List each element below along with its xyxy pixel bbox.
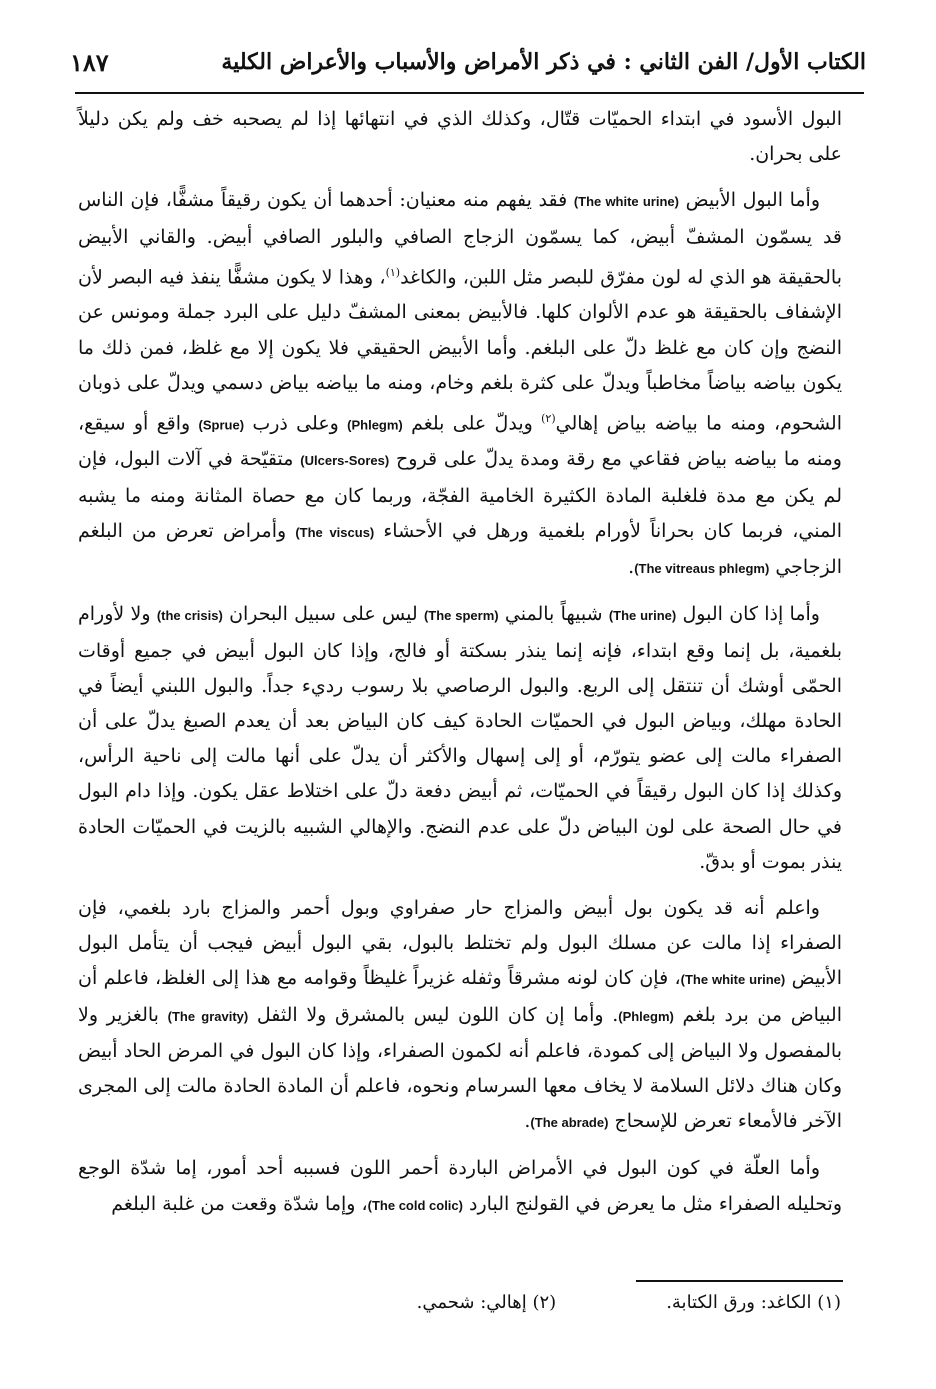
page-header bbox=[70, 40, 866, 84]
footnote-2: (٢) إهالي: شحمي. bbox=[416, 1292, 557, 1313]
paragraph-3: وأما إذا كان البول (The urine) شبيهاً بالمني (The sperm) ليس على سبيل البحران (the crisis) ولا لأورام بلغمية، بل إنما وقع ابتداء، فإنه إنما ينذر بسكتة أو فالج، وإذا كان البول أبيض في جميع أوقات الحمّى أوشك أن تنتقل إلى الربع. والبول الرصاصي بلا رسوب رديء جداً. والبول اللبني أيضاً في الحادة مهلك، وبياض البول في الحميّات الحادة كيف كان البياض بعد أن يعدم الصبغ يدلّ على أن الصفراء مالت إلى عضو يتورّم، أو إلى إسهال والأكثر أن يدلّ على أنها مالت إلى ناحية الرأس، وكذلك إذا كان البول رقيقاً في الحميّات، ثم أبيض دفعة دلّ على اختلاط عقل يكون. وإذا دام البول في حال الصحة على لون البياض دلّ على عدم النضج. والإهالي الشبيه بالزيت في الحميّات الحادة ينذر بموت أو بدقّ. bbox=[78, 603, 842, 873]
footnotes bbox=[250, 1292, 841, 1313]
running-title: الكتاب الأول/ الفن الثاني : في ذكر الأمراض والأسباب والأعراض الكلية bbox=[221, 49, 866, 75]
body-text bbox=[78, 102, 842, 1223]
page-number: ١٨٧ bbox=[70, 47, 109, 77]
paragraph-4: واعلم أنه قد يكون بول أبيض والمزاج حار صفراوي وبول أحمر والمزاج بارد بلغمي، فإن الصفراء إذا مالت عن مسلك البول ولم تختلط بالبول، بقي البول أبيض فيجب أن يتأمل البول الأبيض (The white urine)، فإن كان لونه مشرقاً وثفله غزيراً غليظاً وقوامه مع هذا إلى الغلظ، فاعلم أن البياض من برد بلغم (Phlegm). وأما إن كان اللون ليس بالمشرق ولا الثفل (The gravity) بالغزير ولا بالمفصول ولا البياض إلى كمودة، فاعلم أنه لكمون الصفراء، وإذا كان البول في المرض الحاد أبيض وكان هناك دلائل السلامة لا يخاف معها السرسام ونحوه، فاعلم أن المادة الحادة مالت إلى المجرى الآخر فالأمعاء تعرض للإسحاج (The abrade). bbox=[78, 896, 843, 1133]
footnote-rule bbox=[636, 1280, 843, 1282]
paragraph-2: وأما البول الأبيض (The white urine) فقد يفهم منه معنيان: أحدهما أن يكون رقيقاً مشفًّا، فإن الناس قد يسمّون المشفّ أبيض، كما يسمّون الزجاج الصافي والبلور الصافي أبيض. والقاني الأبيض بالحقيقة هو الذي له لون مفرّق للبصر مثل اللبن، والكاغد$^{(١)}$، وهذا لا يكون مشفًّا ينفذ فيه البصر لأن الإشفاف بالحقيقة هو عدم الألوان كلها. فالأبيض بمعنى المشفّ دليل على البرد جملة ومونس عن النضج وإن كان مع غلظ دلّ على البلغم. وأما الأبيض الحقيقي فلا يكون إلا مع غلظ، فمن ذلك ما يكون بياضه بياضاً مخاطباً ويدلّ على كثرة بلغم وخام، ومنه ما بياضه بياض دسمي ويدلّ على ذوبان الشحوم، ومنه ما بياضه بياض إهالي$^{(٢)}$ ويدلّ على بلغم (Phlegm) وعلى ذرب (Sprue) واقع أو سيقع، ومنه ما بياضه بياض فقاعي مع رقة ومدة يدلّ على قروح (Ulcers-Sores) متقيّحة في آلات البول، فإن لم يكن مع مدة فلغلبة المادة الكثيرة الخامية الفجّة، وربما كان مع حصاة المثانة ومنه ما يشبه المني، فربما كان بحراناً لأورام بلغمية ورهل في الأحشاء (The viscus) وأمراض تعرض من البلغم الزجاجي (The vitreaus phlegm). bbox=[78, 189, 842, 579]
header-rule bbox=[75, 92, 864, 94]
footnote-1: (١) الكاغد: ورق الكتابة. bbox=[666, 1292, 841, 1313]
paragraph-5: وأما العلّة في كون البول في الأمراض الباردة أحمر اللون فسببه أحد أمور، إما شدّة الوجع وتحليله الصفراء مثل ما يعرض في القولنج البارد (The cold colic)، وإما شدّة وقعت من غلبة البلغم bbox=[78, 1157, 842, 1215]
paragraph-1: البول الأسود في ابتداء الحميّات قتّال، وكذلك الذي في انتهائها إذا لم يصحبه خف ولم يكن دليلاً على بحران. bbox=[78, 108, 842, 166]
